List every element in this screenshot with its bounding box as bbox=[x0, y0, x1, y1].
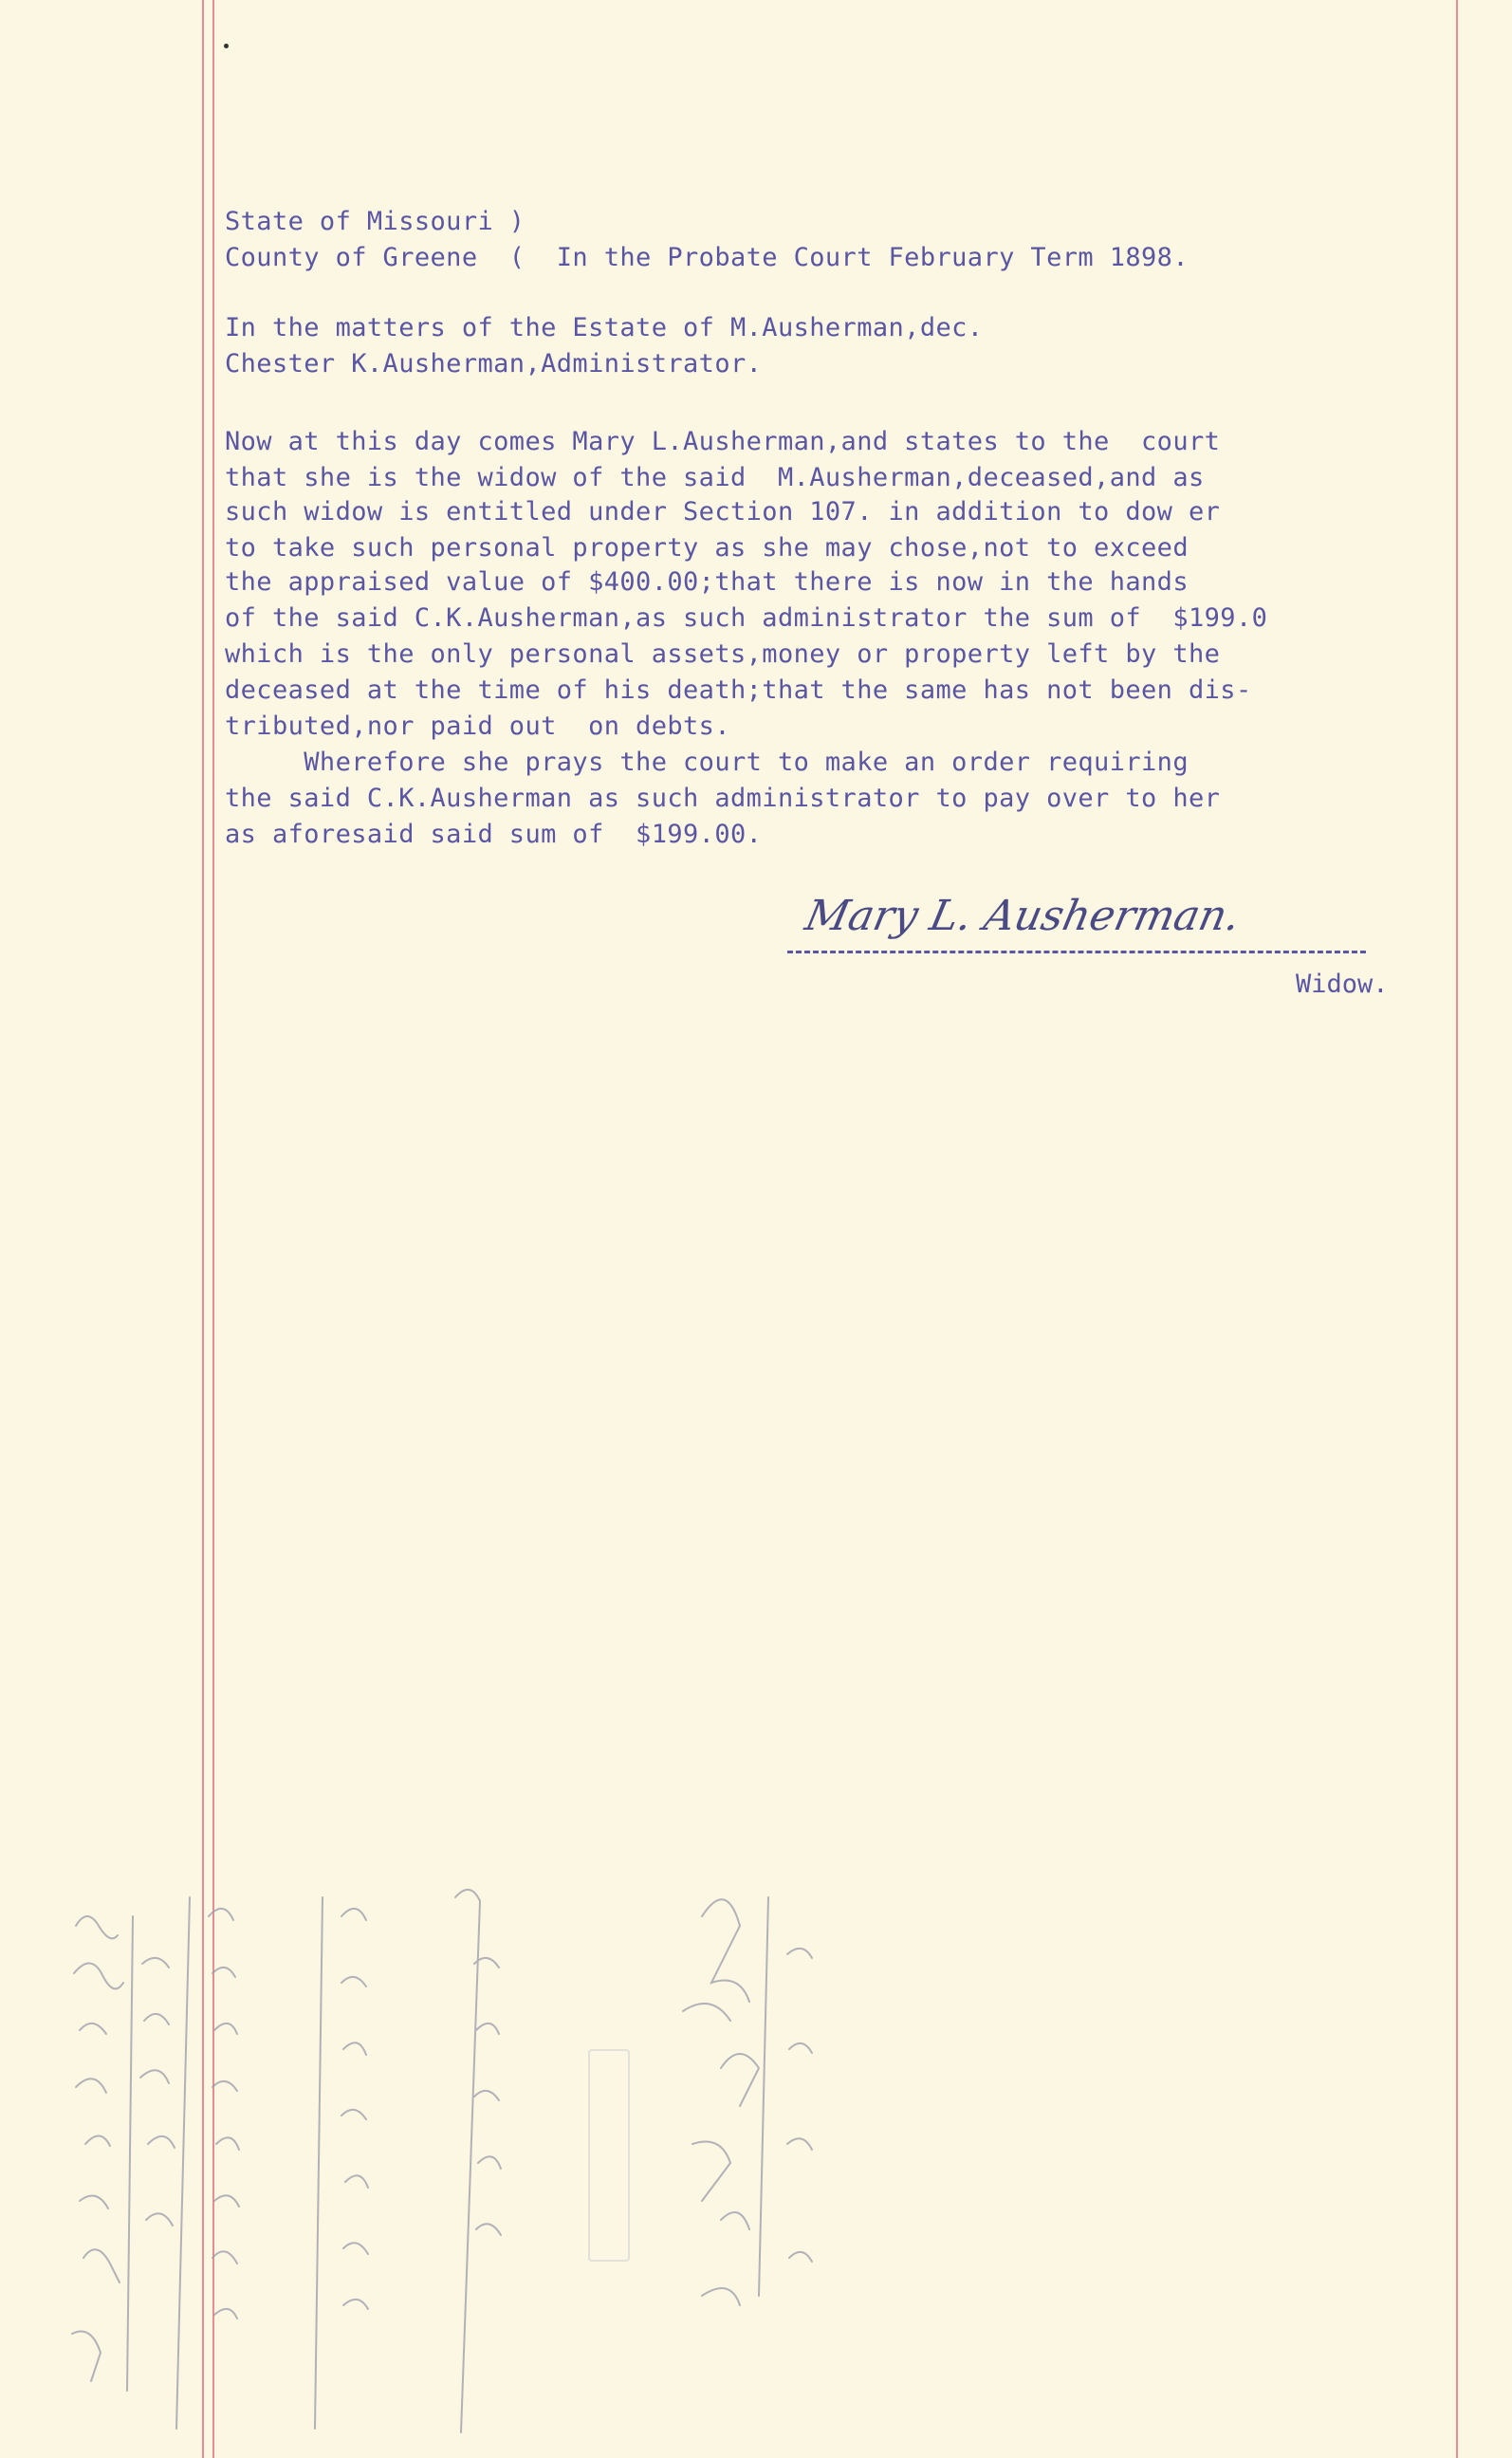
body-line-3: such widow is entitled under Section 107. in addition to dow er bbox=[225, 497, 1221, 527]
typed-text bbox=[0, 0, 1268, 849]
body-line-2: that she is the widow of the said M.Ausherman,deceased,and as bbox=[225, 463, 1205, 492]
body-line-9: tributed,nor paid out on debts. bbox=[225, 712, 730, 741]
signature-handwritten: Mary L. Ausherman. bbox=[801, 892, 1245, 940]
signature-line bbox=[787, 951, 1366, 953]
body-line-11: the said C.K.Ausherman as such administrator to pay over to her bbox=[225, 784, 1221, 813]
body-line-12: as aforesaid said sum of $199.00. bbox=[225, 820, 763, 849]
body-line-7: which is the only personal assets,money or property left by the bbox=[225, 639, 1221, 669]
pencil-tally-marks bbox=[38, 1859, 892, 2448]
margin-rule-right bbox=[1456, 0, 1458, 2458]
faded-filed-stamp bbox=[588, 2049, 630, 2262]
administrator-line: Chester K.Ausherman,Administrator. bbox=[225, 349, 763, 379]
caption-county: County of Greene ( In the Probate Court February Term 1898. bbox=[225, 243, 1189, 272]
caption-state: State of Missouri ) bbox=[225, 207, 526, 236]
body-line-5: the appraised value of $400.00;that there is now in the hands bbox=[225, 567, 1189, 597]
signature-block bbox=[787, 892, 1375, 1006]
estate-line: In the matters of the Estate of M.Ausherman,dec. bbox=[225, 313, 984, 342]
body-line-8: deceased at the time of his death;that the same has not been dis- bbox=[225, 675, 1252, 705]
body-line-4: to take such personal property as she may chose,not to exceed bbox=[225, 533, 1189, 563]
ink-dot bbox=[224, 44, 229, 48]
signature-title: Widow. bbox=[1296, 970, 1389, 999]
body-line-1: Now at this day comes Mary L.Ausherman,and states to the court bbox=[225, 427, 1221, 456]
body-line-10: Wherefore she prays the court to make an order requiring bbox=[225, 748, 1189, 777]
body-line-6: of the said C.K.Ausherman,as such administrator the sum of $199.0 bbox=[225, 603, 1268, 633]
